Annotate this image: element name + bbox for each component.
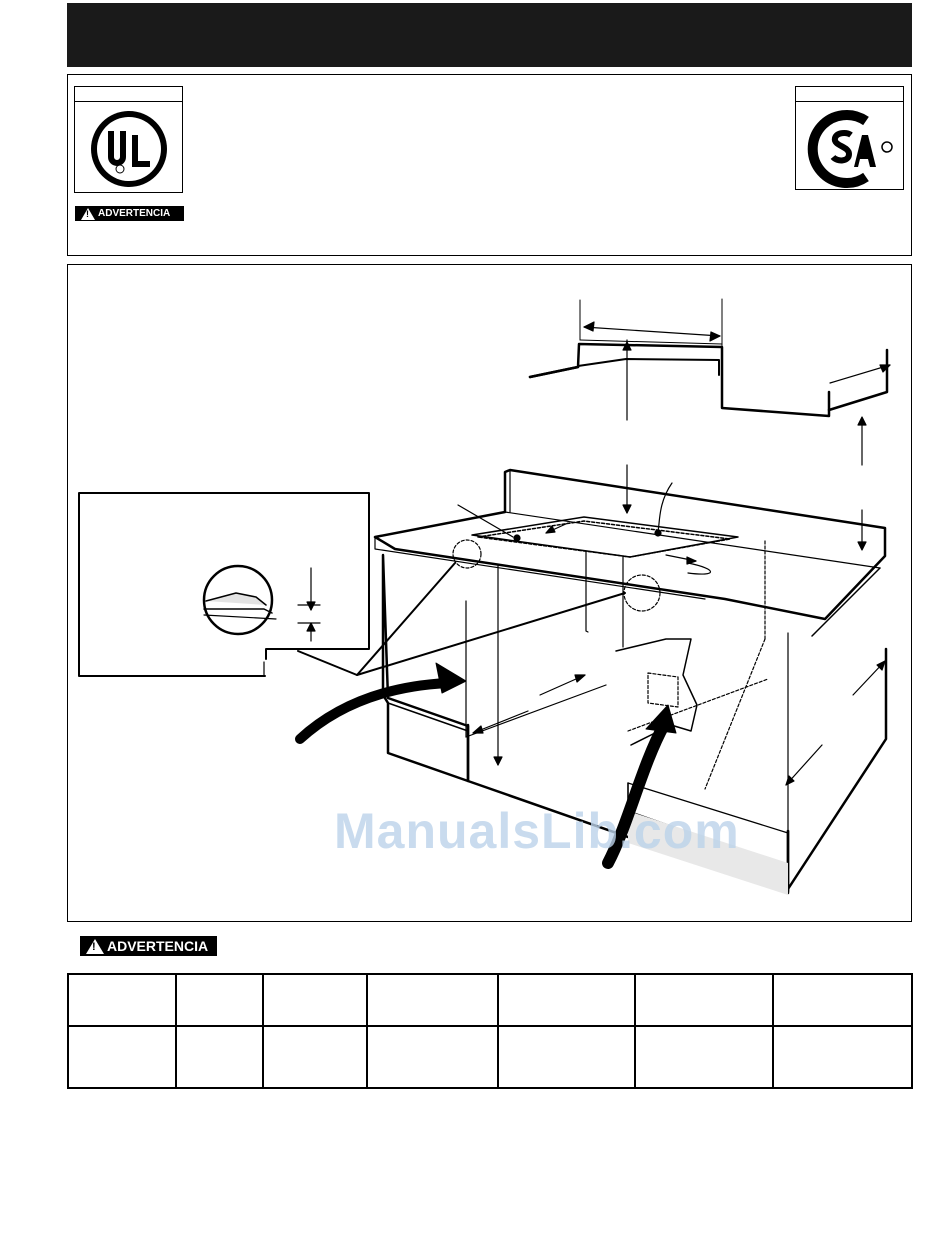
detail-callouts xyxy=(453,540,660,611)
countertop xyxy=(375,470,885,636)
inset-detail-box xyxy=(79,493,369,676)
cutout-profile-detail xyxy=(530,299,887,416)
header-cell xyxy=(773,974,912,1026)
table-row xyxy=(68,1026,912,1088)
ul-logo-icon xyxy=(75,87,182,192)
csa-logo-icon xyxy=(796,87,903,189)
spec-table xyxy=(67,973,913,1089)
warning-label: ADVERTENCIA xyxy=(98,208,171,219)
header-cell xyxy=(176,974,263,1026)
header-cell xyxy=(263,974,368,1026)
inset-dimension-arrows xyxy=(298,568,320,641)
warning-triangle-icon: ! xyxy=(86,939,104,954)
title-bar xyxy=(67,3,912,67)
table-cell xyxy=(773,1026,912,1088)
ul-logo-box xyxy=(74,86,183,193)
table-cell xyxy=(263,1026,368,1088)
table-header-row xyxy=(68,974,912,1026)
header-cell xyxy=(68,974,176,1026)
warning-badge xyxy=(75,206,184,221)
table-cell xyxy=(498,1026,635,1088)
installation-arrow-left-head xyxy=(436,663,466,693)
watermark: ManualsLib.com xyxy=(334,803,740,859)
header-cell xyxy=(635,974,774,1026)
header-cell xyxy=(498,974,635,1026)
table-cell xyxy=(635,1026,774,1088)
dimension-arrows-top xyxy=(584,322,890,465)
warning-triangle-icon: ! xyxy=(81,208,95,220)
csa-logo-box xyxy=(795,86,904,190)
installation-arrow-right-head xyxy=(646,705,676,733)
warning-label: ADVERTENCIA xyxy=(107,938,209,954)
table-cell xyxy=(176,1026,263,1088)
header-cell xyxy=(367,974,498,1026)
inset-magnifier xyxy=(204,566,276,634)
certification-box xyxy=(67,74,912,256)
table-cell xyxy=(68,1026,176,1088)
table-cell xyxy=(367,1026,498,1088)
warning-badge-bottom xyxy=(80,936,217,956)
installation-diagram xyxy=(67,264,912,922)
